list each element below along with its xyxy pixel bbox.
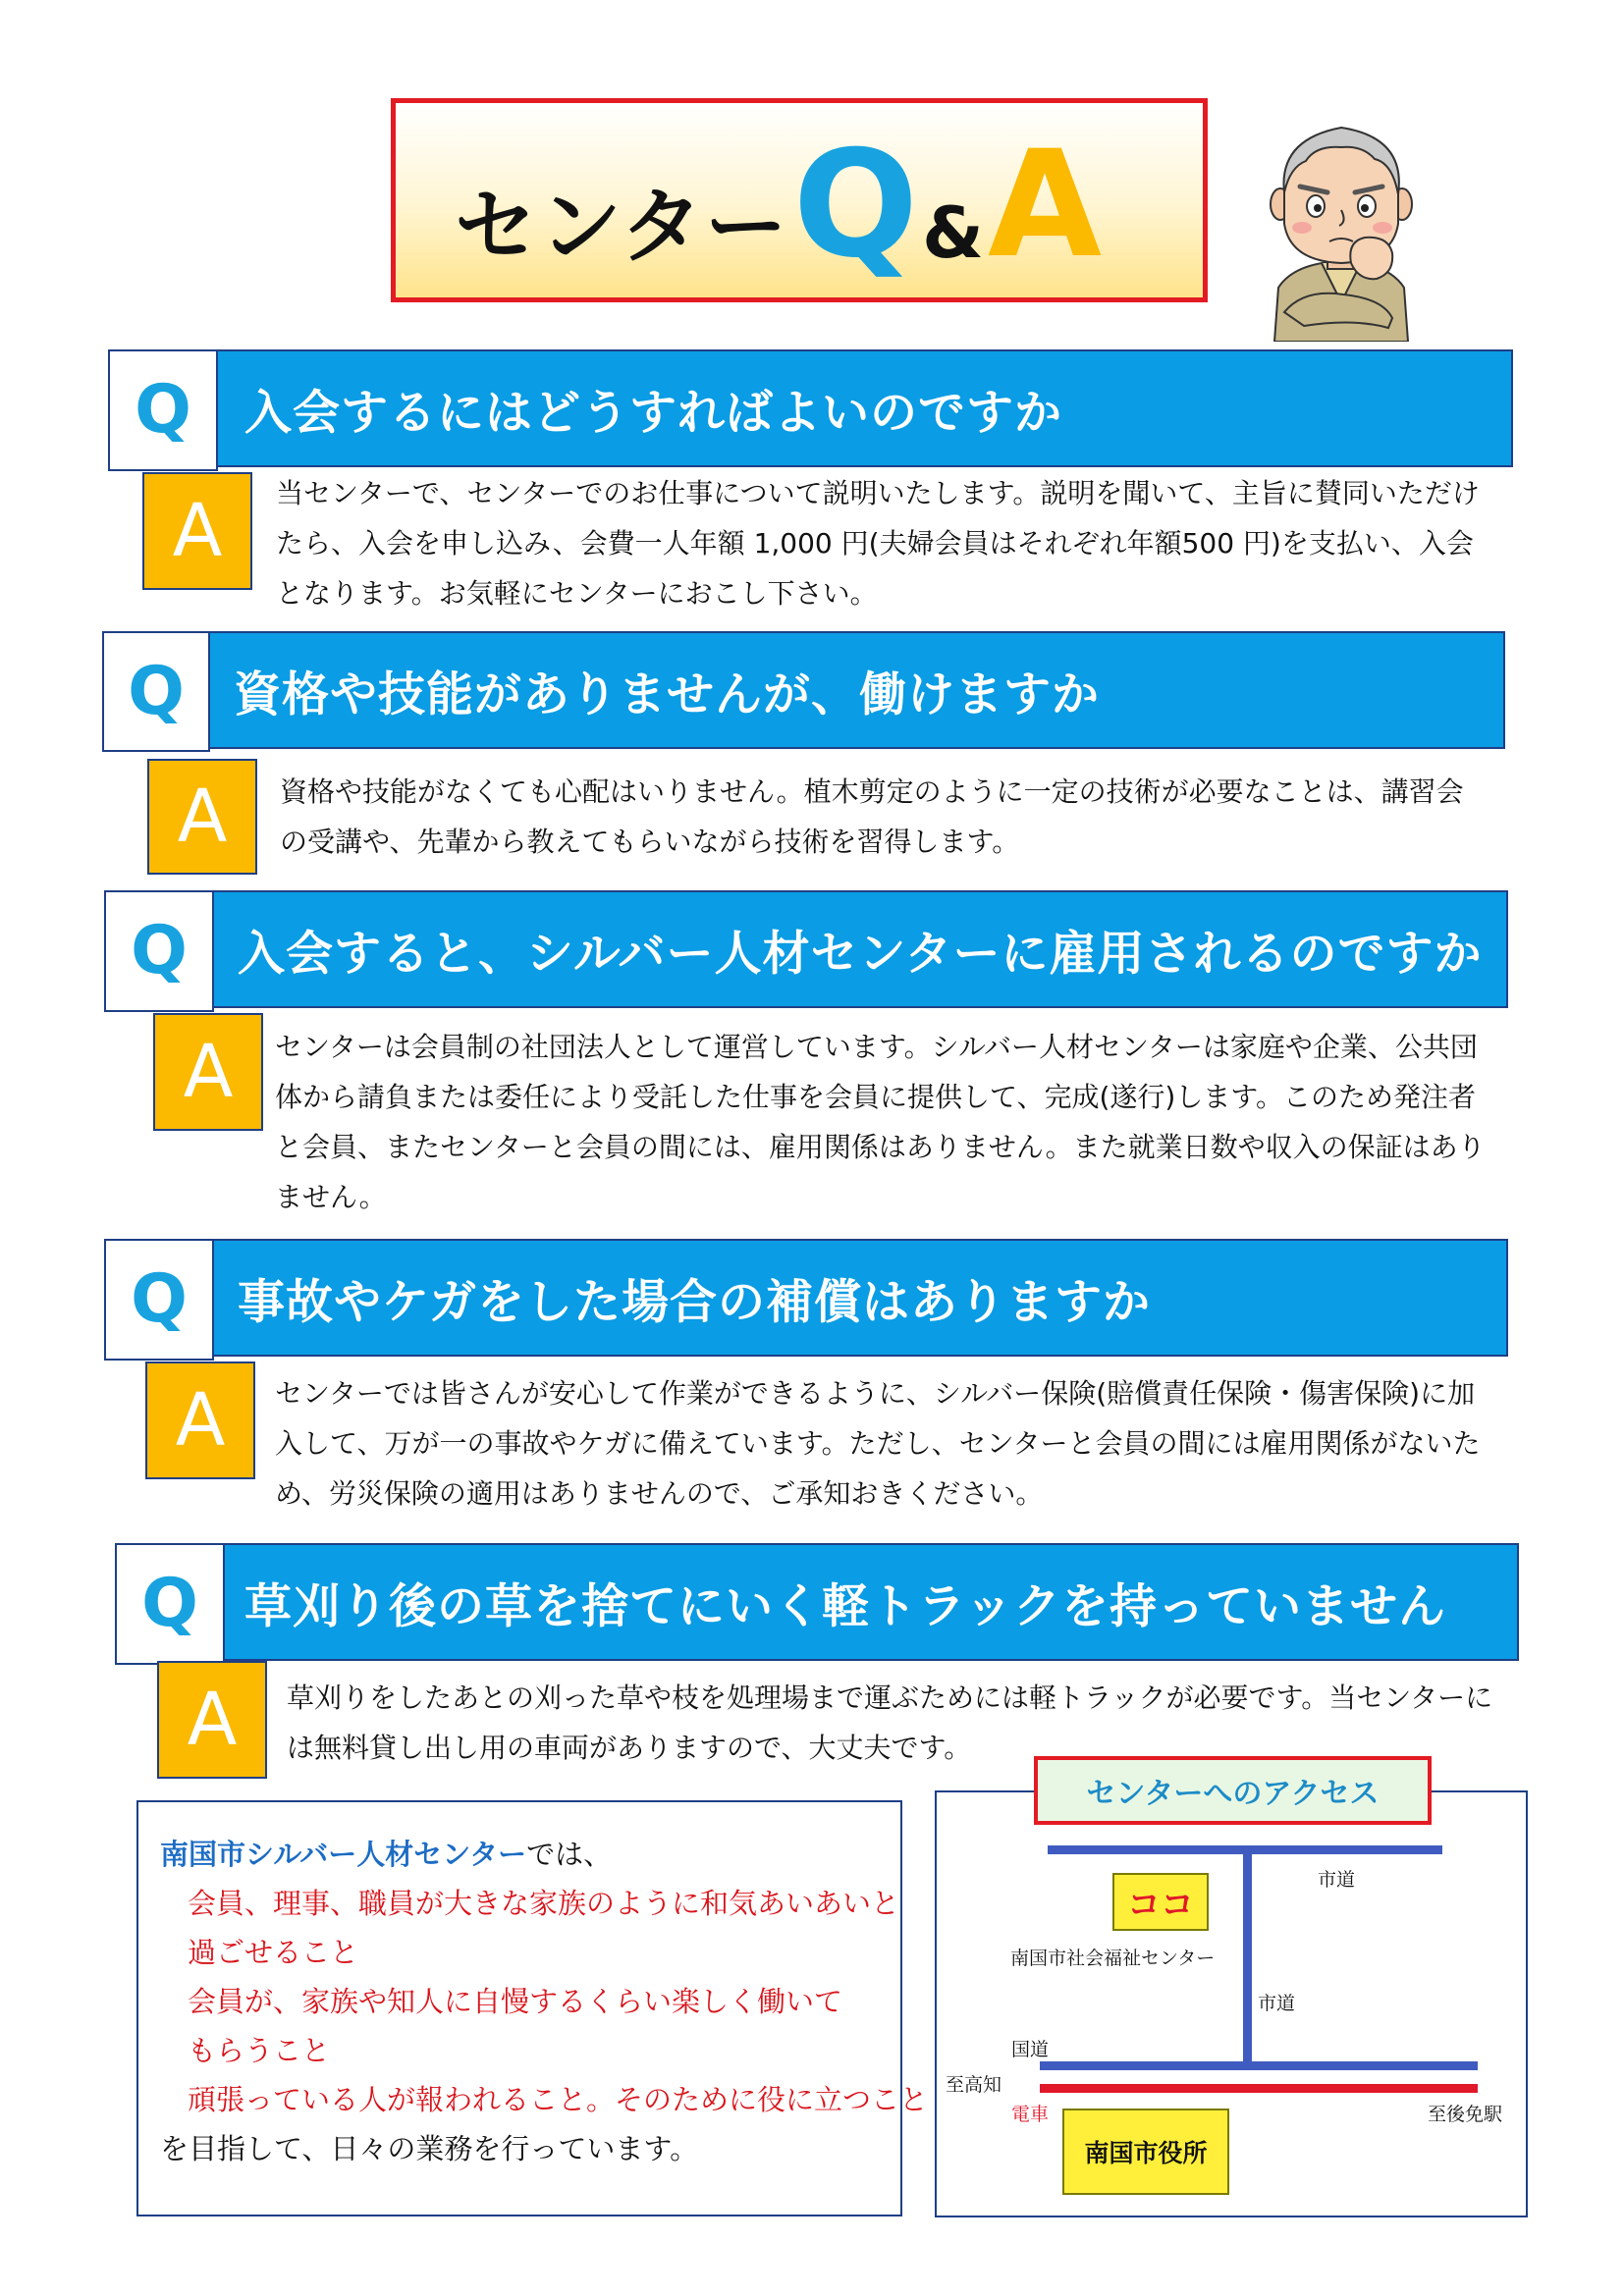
vertical-city-road bbox=[1243, 1845, 1252, 2065]
title-a: A bbox=[987, 119, 1103, 291]
answer-text-1: 当センターで、センターでのお仕事について説明いたします。説明を聞いて、主旨に賛同いただけたら、入会を申し込み、会費一人年額 1,000 円(夫婦会員はそれぞれ年額500 円)を支払い、入会となります。お気軽にセンターにおこし下さい。 bbox=[276, 477, 1480, 610]
q-letter-3: Q bbox=[131, 912, 188, 989]
mission-closing: を目指して、日々の業務を行っています。 bbox=[160, 2132, 699, 2165]
a-badge-3 bbox=[153, 1013, 263, 1131]
label-city-road-vertical: 市道 bbox=[1258, 1993, 1296, 2014]
train-line bbox=[1040, 2084, 1478, 2093]
answer-text-2: 資格や技能がなくても心配はいりません。植木剪定のように一定の技術が必要なことは、講習会の受講や、先輩から教えてもらいながら技術を習得します。 bbox=[280, 775, 1464, 858]
mission-goal-line-3: 会員が、家族や知人に自慢するくらい楽しく働いて bbox=[188, 1985, 843, 2018]
mission-goal-line-4: もらうこと bbox=[188, 2034, 331, 2067]
question-text-4: 事故やケガをした場合の補償はありますか bbox=[238, 1274, 1152, 1330]
mission-intro bbox=[160, 1838, 612, 1872]
title-q: Q bbox=[792, 119, 919, 291]
label-city-road-upper: 市道 bbox=[1318, 1869, 1356, 1891]
question-text-1: 入会するにはどうすればよいのですか bbox=[244, 385, 1063, 441]
question-bar-4 bbox=[210, 1239, 1508, 1357]
thinking-elderly-man-illustration bbox=[1245, 116, 1437, 342]
a-badge-2 bbox=[147, 759, 257, 875]
question-bar-5 bbox=[221, 1543, 1519, 1661]
mission-goal-line-1: 会員、理事、職員が大きな家族のように和気あいあいと bbox=[188, 1887, 900, 1920]
q-badge-2 bbox=[102, 631, 210, 752]
label-welfare-center: 南国市社会福祉センター bbox=[1010, 1948, 1216, 1969]
q-badge-4 bbox=[104, 1239, 214, 1361]
q-badge-5 bbox=[115, 1543, 225, 1665]
a-letter-3: A bbox=[183, 1030, 234, 1114]
q-badge-1 bbox=[108, 349, 218, 471]
answer-text-4: センターでは皆さんが安心して作業ができるように、シルバー保険(賠償責任保険・傷害保険)に加入して、万が一の事故やケガに備えています。ただし、センターと会員の間には雇用関係がないため、労災保険の適用はありませんので、ご承知おきください。 bbox=[275, 1377, 1481, 1510]
question-text-3: 入会すると、シルバー人材センターに雇用されるのですか bbox=[238, 926, 1483, 982]
answer-text-3: センターは会員制の社団法人として運営しています。シルバー人材センターは家庭や企業、公共団体から請負または委任により受託した仕事を会員に提供して、完成(遂行)します。このため発注者と会員、またセンターと会員の間には、雇用関係はありません。また就業日数や収入の保証はありません。 bbox=[275, 1031, 1486, 1213]
city-hall-marker bbox=[1062, 2109, 1229, 2195]
here-label: ココ bbox=[1127, 1886, 1194, 1925]
answer-text-5: 草刈りをしたあとの刈った草や枝を処理場まで運ぶためには軽トラックが必要です。当センターには無料貸し出し用の車両がありますので、大丈夫です。 bbox=[287, 1682, 1493, 1764]
a-badge-1 bbox=[142, 472, 252, 590]
question-bar-1 bbox=[215, 349, 1513, 467]
a-letter-2: A bbox=[177, 774, 228, 859]
a-letter-1: A bbox=[172, 489, 223, 573]
mission-goal-line-5: 頑張っている人が報われること。そのために役に立つこと bbox=[188, 2083, 929, 2116]
a-letter-4: A bbox=[175, 1378, 226, 1463]
q-letter-5: Q bbox=[141, 1565, 198, 1642]
question-text-2: 資格や技能がありませんが、働けますか bbox=[234, 667, 1101, 722]
access-map bbox=[935, 1790, 1528, 2217]
title-main: センター bbox=[455, 179, 789, 275]
label-to-kochi: 至高知 bbox=[946, 2074, 1002, 2096]
center-name-suffix: では、 bbox=[526, 1838, 613, 1871]
question-text-5: 草刈り後の草を捨てにいく軽トラックを持っていません bbox=[244, 1578, 1447, 1634]
a-badge-4 bbox=[145, 1362, 255, 1479]
national-road bbox=[1040, 2061, 1478, 2070]
a-letter-5: A bbox=[187, 1678, 238, 1762]
q-letter-4: Q bbox=[131, 1260, 188, 1338]
q-badge-3 bbox=[104, 890, 214, 1012]
access-map-title: センターへのアクセス bbox=[1034, 1756, 1432, 1825]
label-to-gomen-station: 至後免駅 bbox=[1428, 2104, 1503, 2125]
question-bar-2 bbox=[206, 631, 1505, 749]
city-hall-label: 南国市役所 bbox=[1084, 2139, 1208, 2167]
a-badge-5 bbox=[157, 1661, 267, 1779]
q-letter-1: Q bbox=[135, 371, 191, 449]
q-letter-2: Q bbox=[128, 652, 185, 730]
center-mission-box bbox=[136, 1800, 929, 2216]
mission-goal-line-2: 過ごせること bbox=[188, 1936, 359, 1969]
center-name: 南国市シルバー人材センター bbox=[160, 1838, 527, 1871]
here-marker bbox=[1112, 1873, 1209, 1931]
title-amp: & bbox=[922, 191, 984, 274]
title-banner bbox=[391, 98, 1208, 302]
label-train: 電車 bbox=[1011, 2104, 1050, 2125]
label-national-road: 国道 bbox=[1011, 2039, 1050, 2060]
question-bar-3 bbox=[210, 890, 1508, 1008]
